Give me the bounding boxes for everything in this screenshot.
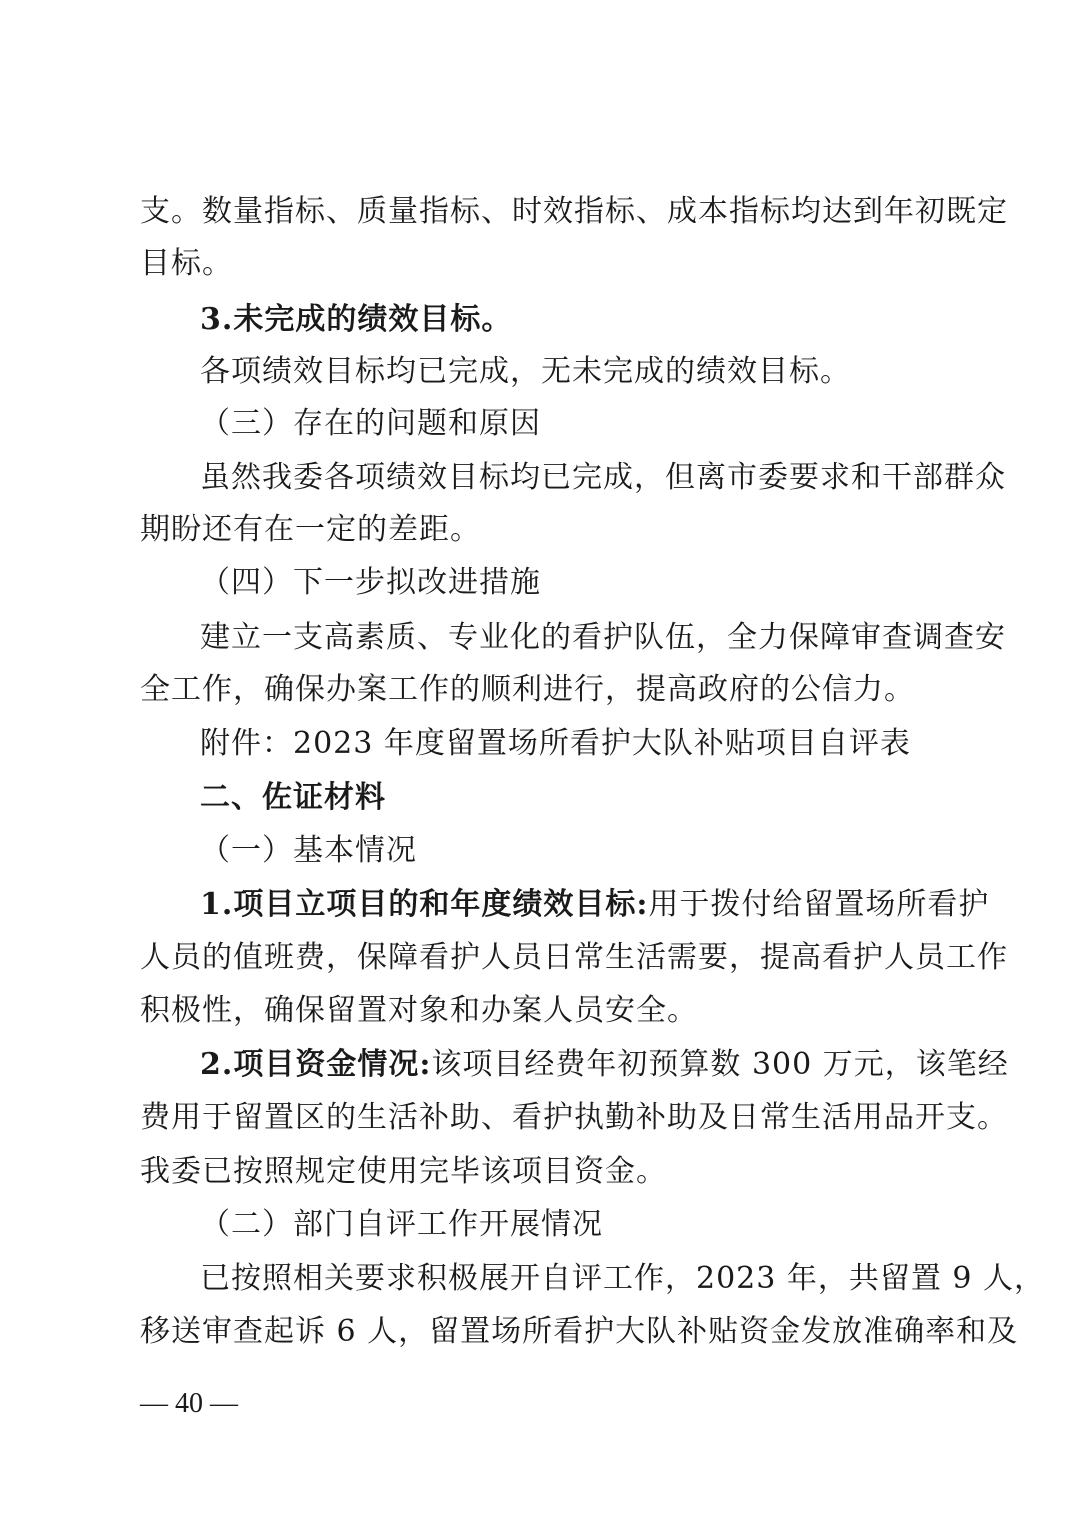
section-heading: （二）部门自评工作开展情况 [200, 1207, 603, 1242]
section-heading: （三）存在的问题和原因 [200, 406, 541, 441]
paragraph-line: 全工作，确保办案工作的顺利进行，提高政府的公信力。 [140, 672, 915, 707]
paragraph-line: 已按照相关要求积极展开自评工作，2023 年，共留置 9 人， [200, 1261, 1046, 1296]
paragraph-line: 目标。 [140, 246, 233, 281]
paragraph-line [200, 1045, 1009, 1085]
inline-heading: 2.项目资金情况: [200, 1047, 432, 1082]
inline-text: 用于拨付给留置场所看护 [648, 887, 990, 922]
section-heading: 3.未完成的绩效目标。 [200, 302, 513, 337]
section-heading: （四）下一步拟改进措施 [200, 565, 541, 600]
paragraph-line [200, 885, 990, 925]
paragraph-line: 建立一支高素质、专业化的看护队伍，全力保障审查调查安 [200, 620, 1006, 655]
paragraph-line: 我委已按照规定使用完毕该项目资金。 [140, 1154, 667, 1189]
paragraph-line: 支。数量指标、质量指标、时效指标、成本指标均达到年初既定 [140, 194, 1008, 229]
paragraph-line: 期盼还有在一定的差距。 [140, 512, 481, 547]
section-heading: 二、佐证材料 [200, 780, 386, 815]
paragraph-line: 人员的值班费，保障看护人员日常生活需要，提高看护人员工作 [140, 940, 1008, 975]
paragraph-line: 积极性，确保留置对象和办案人员安全。 [140, 993, 698, 1028]
attachment-line: 附件：2023 年度留置场所看护大队补贴项目自评表 [200, 726, 911, 761]
inline-heading: 1.项目立项目的和年度绩效目标: [200, 887, 649, 922]
section-heading: （一）基本情况 [200, 833, 417, 868]
paragraph-line: 费用于留置区的生活补助、看护执勤补助及日常生活用品开支。 [140, 1100, 1008, 1135]
inline-text: 该项目经费年初预算数 300 万元，该笔经 [431, 1047, 1009, 1082]
page-number: — 40 — [140, 1388, 238, 1419]
paragraph-line: 虽然我委各项绩效目标均已完成，但离市委要求和干部群众 [200, 460, 1006, 495]
paragraph-line: 移送审查起诉 6 人，留置场所看护大队补贴资金发放准确率和及 [140, 1314, 1019, 1349]
paragraph-line: 各项绩效目标均已完成，无未完成的绩效目标。 [200, 354, 851, 389]
